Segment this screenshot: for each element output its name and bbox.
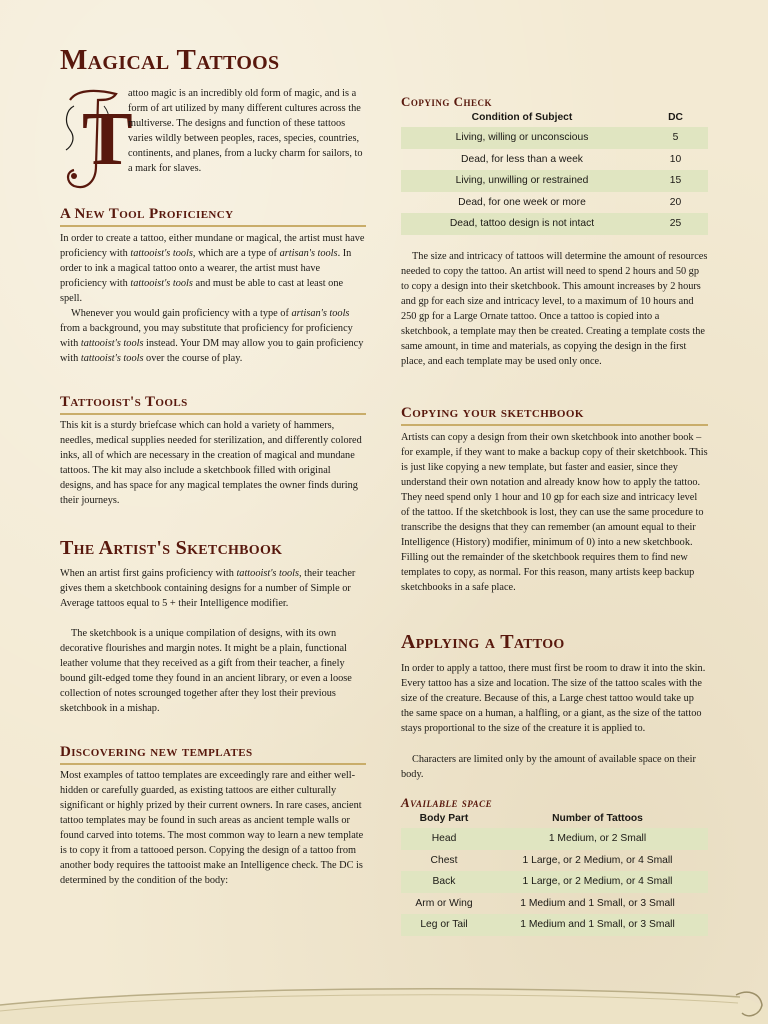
copying-sketchbook-paragraph: Artists can copy a design from their own sketchbook into another book – for example, if they want to make a backup copy of their sketchbook. This is just like copying a new template, but faster and easier, since they understand their own notation and already know how to apply the tattoo. They need spend only 1 hour and 10 gp for each size and intricacy level of the tattoo. If the sketchbook is lost, they can use the same procedure to transcribe the designs that they can remember (an amount equal to their Intelligence (History) modifier, minimum of 0) into a new sketchbook. Filling out the remainder of the sketchbook requires them to find new templates to copy, as normal. For this reason, many artists keep backup sketchbooks in a safe place. (401, 432, 708, 593)
tool-proficiency-paragraph-1: In order to create a tattoo, either mundane or magical, the artist must have proficiency with tattooist's tools, which are a type of artisan's tools. In order to ink a magical tattoo onto a wearer, the artist must have proficiency with tattooist's tools and must be able to cast at least one spell. (60, 233, 365, 304)
heading-copying-check: Copying Check (401, 94, 493, 109)
table-header: DC (668, 111, 683, 123)
heading-tattooists-tools: Tattooist's Tools (60, 394, 366, 415)
table-row: Back 1 Large, or 2 Medium, or 4 Small (401, 871, 708, 893)
table-row: Chest 1 Large, or 2 Medium, or 4 Small (430, 854, 673, 866)
heading-new-tool-proficiency: A New Tool Proficiency (60, 206, 366, 227)
heading-artists-sketchbook: The Artist's Sketchbook (60, 537, 283, 559)
table-header: Body Part (419, 812, 469, 824)
tattooists-tools-paragraph: This kit is a sturdy briefcase which can hold a variety of hammers, needles, medical supplies needed for sterilization, and differently colored inks, all of which are necessary in the creation of magical and mundane tattoos. The kit may also include a sketchbook filled with original designs, and has space for any magical templates the owner finds during their journeys. (60, 420, 362, 506)
table-row: Head 1 Medium, or 2 Small (401, 828, 708, 850)
copying-check-table (401, 107, 708, 235)
tool-proficiency-paragraph-2: Whenever you would gain proficiency with a type of artisan's tools from a background, you may substitute that proficiency for proficiency with tattooist's tools instead. Your DM may allow you to gain proficiency with tattooist's tools over the course of play. (60, 308, 364, 364)
table-row: Living, willing or unconscious 5 (401, 127, 708, 149)
table-row: Living, unwilling or restrained 15 (401, 170, 708, 192)
applying-paragraph-1: In order to apply a tattoo, there must first be room to draw it into the skin. Every tattoo has a size and location. The size of the tattoo scales with the size of the creature. Because of this, a Large chest tattoo would take up the same space on a human, a halfling, or a giant, as the size of the tattoo stays proportional to the size of the creature it is applied to. (401, 663, 706, 734)
sketchbook-paragraph-1: When an artist first gains proficiency with tattooist's tools, their teacher gives them a sketchbook containing designs for a number of Simple or Average tattoos equal to 5 + their Intelligence modifier. (60, 568, 356, 609)
copying-resources-paragraph: The size and intricacy of tattoos will determine the amount of resources needed to copy the tattoo. An artist will need to spend 2 hours and 50 gp to copy a design into their sketchbook. This amount increases by 2 hours and gp for each size and intricacy level, to a maximum of 10 hours and 250 gp for a Large Ornate tattoo. Once a tattoo is copied into a sketchbook, a template may then be created. Creating a template costs the same amount, in time and materials, as copying the design in the first place, and each template may be used only once. (401, 251, 708, 367)
footer-ornament (0, 975, 768, 1024)
intro-paragraph: attoo magic is an incredibly old form of magic, and is a form of art utilized by many different cultures across the multiverse. The designs and function of these tattoos varies wildly between peoples, races, species, countries, continents, and planes, from a lucky charm for sailors, to a mark for slaves. (128, 88, 363, 174)
table-header: Number of Tattoos (552, 812, 643, 824)
discovering-templates-paragraph: Most examples of tattoo templates are exceedingly rare and either well-hidden or carefully guarded, as existing tattoos are either culturally significant or highly prized by their current owners. In rare cases, ancient tattoo templates may be found in such areas as ancient temple walls or found carved into totems. The most common way to learn a new template is to copy it from a tattooed person. Copying the design of a tattoo from another body requires the tattooist make an Intelligence check. The DC is determined by the condition of the body: (60, 770, 364, 886)
table-row: Leg or Tail 1 Medium and 1 Small, or 3 Small (401, 914, 708, 936)
heading-discovering-templates: Discovering new templates (60, 744, 366, 765)
heading-applying-tattoo: Applying a Tattoo (401, 631, 565, 653)
table-header: Condition of Subject (471, 111, 573, 123)
table-row: Dead, for one week or more 20 (458, 196, 682, 208)
heading-copying-sketchbook: Copying your sketchbook (401, 405, 708, 426)
dropcap-ornament (60, 86, 133, 194)
sketchbook-paragraph-2: The sketchbook is a unique compilation of designs, with its own decorative flourishes and margin notes. It might be a plain, functional leather volume that they received as a gift from their teacher, a finely bound gilt-edged tome they found in an ancient library, or even a loose collection of notes scrounged together after they lost their previous sketchbook in a mishap. (60, 628, 352, 714)
table-row: Arm or Wing 1 Medium and 1 Small, or 3 Small (415, 897, 675, 909)
table-row: Dead, tattoo design is not intact 25 (401, 213, 708, 235)
dropcap-letter: T (82, 97, 133, 181)
page-title: Magical Tattoos (60, 44, 280, 76)
available-space-table (401, 808, 708, 936)
table-row: Dead, for less than a week 10 (461, 153, 682, 165)
heading-available-space: Available space (401, 795, 493, 810)
applying-paragraph-2: Characters are limited only by the amount of available space on their body. (401, 754, 696, 780)
